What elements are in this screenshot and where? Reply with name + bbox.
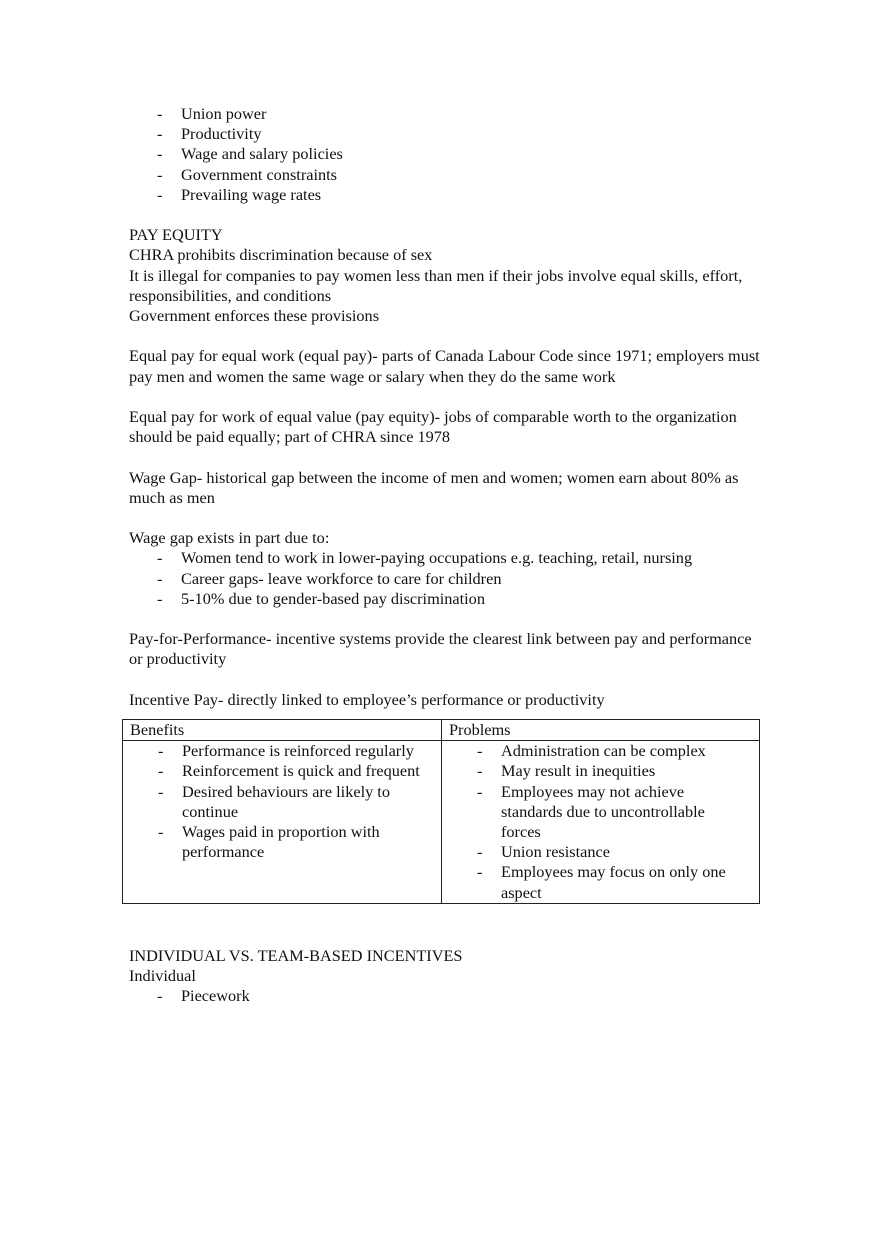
list-item: - Career gaps- leave workforce to care for children xyxy=(129,569,769,589)
pay-factors-list xyxy=(129,104,769,205)
list-item: - Union power xyxy=(129,104,769,124)
list-item: - Employees may not achieve standards due to uncontrollable forces xyxy=(449,782,759,843)
wage-gap-intro: Wage gap exists in part due to: xyxy=(129,528,330,548)
list-item: - Administration can be complex xyxy=(449,741,759,761)
list-item: - Performance is reinforced regularly xyxy=(130,741,441,761)
list-item: - Wages paid in proportion with performance xyxy=(130,822,441,862)
pay-equity-line: Government enforces these provisions xyxy=(129,306,380,326)
individual-subheading: Individual xyxy=(129,966,196,986)
list-item: - Productivity xyxy=(129,124,769,144)
list-item: - Government constraints xyxy=(129,165,769,185)
document-page xyxy=(129,104,769,1006)
problems-list xyxy=(449,741,759,903)
pay-equity-line: CHRA prohibits discrimination because of sex xyxy=(129,245,433,265)
table-header-benefits: Benefits xyxy=(123,719,442,740)
pay-equity-heading: PAY EQUITY xyxy=(129,225,223,245)
list-item: - Union resistance xyxy=(449,842,759,862)
incentive-pay-paragraph: Incentive Pay- directly linked to employee’s performance or productivity xyxy=(129,689,605,709)
problems-cell xyxy=(442,741,760,904)
list-item: - Women tend to work in lower-paying occupations e.g. teaching, retail, nursing xyxy=(129,548,769,568)
incentive-table xyxy=(122,719,760,904)
team-incentives-heading: INDIVIDUAL VS. TEAM-BASED INCENTIVES xyxy=(129,945,463,965)
pay-for-performance-paragraph: Pay-for-Performance- incentive systems provide the clearest link between pay and performance or productivity xyxy=(129,629,752,669)
list-item: - Reinforcement is quick and frequent xyxy=(130,761,441,781)
benefits-cell xyxy=(123,741,442,904)
list-item: - May result in inequities xyxy=(449,761,759,781)
list-item: - Desired behaviours are likely to continue xyxy=(130,782,441,822)
list-item: - Prevailing wage rates xyxy=(129,185,769,205)
equal-pay-paragraph: Equal pay for equal work (equal pay)- parts of Canada Labour Code since 1971; employers must pay men and women the same wage or salary when they do the same work xyxy=(129,346,760,386)
wage-gap-reasons-list xyxy=(129,548,769,609)
pay-equity-line: It is illegal for companies to pay women less than men if their jobs involve equal skills, effort, responsibilities, and conditions xyxy=(129,265,743,305)
wage-gap-paragraph: Wage Gap- historical gap between the income of men and women; women earn about 80% as much as men xyxy=(129,467,739,507)
list-item: - Employees may focus on only one aspect xyxy=(449,862,759,902)
individual-incentives-list xyxy=(129,986,769,1006)
list-item: - Piecework xyxy=(129,986,769,1006)
list-item: - 5-10% due to gender-based pay discrimination xyxy=(129,589,769,609)
equal-value-paragraph: Equal pay for work of equal value (pay equity)- jobs of comparable worth to the organization should be paid equally; part of CHRA since 1978 xyxy=(129,407,737,447)
list-item: - Wage and salary policies xyxy=(129,144,769,164)
table-header-problems: Problems xyxy=(442,719,760,740)
benefits-list xyxy=(130,741,441,862)
